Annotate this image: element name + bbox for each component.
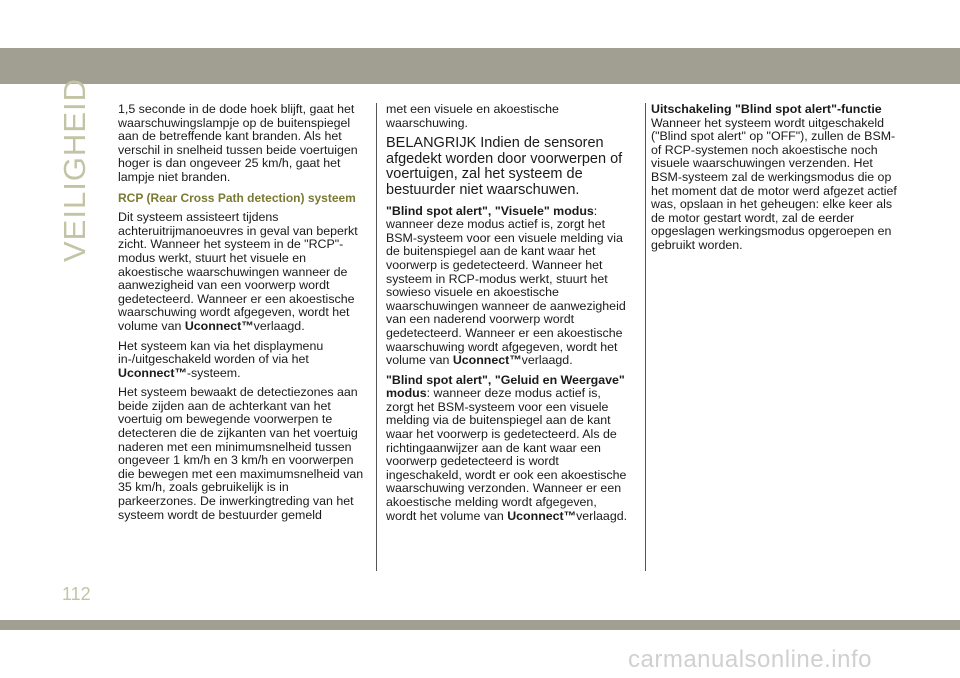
footer-band [0, 620, 960, 630]
section-heading: RCP (Rear Cross Path detection) systeem [118, 190, 356, 205]
paragraph: Dit systeem assisteert tijdens achteruitrijmanoeuvres in geval van beperkt zicht. Wanneer het systeem in de "RCP"-modus werkt, stuurt het visuele en akoestische waarschuwingen wanneer de aanwezigheid van een voorwerp wordt gedetecteerd. Wanneer er een akoestische waarschuwing wordt afgegeven, wordt het volume van Uconnect™verlaagd. [118, 210, 358, 333]
column-3 [651, 103, 901, 259]
paragraph: "Blind spot alert", "Visuele" modus: wanneer deze modus actief is, zorgt het BSM-systeem voor een visuele melding via de buitenspiegel aan de kant waar het voorwerp is gedetecteerd. Wanneer het systeem in RCP-modus werkt, stuurt het sowieso visuele en akoestische waarschuwingen wanneer de aanwezigheid van een naderend voorwerp wordt gedetecteerd. Wanneer er een akoestische waarschuwing wordt afgegeven, wordt het volume van Uconnect™verlaagd. [386, 203, 626, 368]
column-2 [386, 103, 630, 529]
watermark: carmanualsonline.info [628, 646, 872, 673]
page-number: 112 [62, 584, 91, 604]
section-tab [56, 78, 94, 262]
column-divider [645, 103, 646, 571]
column-1 [118, 103, 364, 528]
section-heading: Uitschakeling "Blind spot alert"-functie [651, 102, 882, 116]
column-divider [376, 103, 377, 571]
important-note: BELANGRIJK Indien de sensoren afgedekt worden door voorwerpen of voertuigen, zal het systeem de bestuurder niet waarschuwen. [386, 135, 623, 198]
header-band [0, 48, 960, 84]
paragraph: Wanneer het systeem wordt uitgeschakeld ("Blind spot alert" op "OFF"), zullen de BSM- of RCP-systemen noch akoestische noch visuele waarschuwingen verzenden. Het BSM-systeem zal de werkingsmodus die op het moment dat de motor werd afgezet actief was, opslaan in het geheugen: elke keer als de motor gestart wordt, zal de eerder opgeslagen werkingsmodus opgeroepen en gebruikt worden. [651, 115, 897, 252]
paragraph: Het systeem kan via het displaymenu in-/uitgeschakeld worden of via het Uconnect™-systeem. [118, 338, 324, 380]
paragraph: "Blind spot alert", "Geluid en Weergave" modus: wanneer deze modus actief is, zorgt het BSM-systeem voor een visuele melding via de buitenspiegel aan de kant waar het voorwerp is gedetecteerd. Als de richtingaanwijzer aan de kant waar een voorwerp gedetecteerd is wordt ingeschakeld, wordt er ook een akoestische waarschuwing verzonden. Wanneer er een akoestische melding wordt afgegeven, wordt het volume van Uconnect™verlaagd. [386, 372, 628, 523]
paragraph: Het systeem bewaakt de detectiezones aan beide zijden aan de achterkant van het voertuig om bewegende voorwerpen te detecteren die de zijkanten van het voertuig naderen met een minimumsnelheid tussen ongeveer 1 km/h en 3 km/h en voorwerpen die bewegen met een maximumsnelheid van 35 km/h, zoals gebruikelijk is in parkeerzones. De inwerkingtreding van het systeem wordt de bestuurder gemeld [118, 385, 364, 522]
paragraph: 1,5 seconde in de dode hoek blijft, gaat het waarschuwingslampje op de buitenspiegel aan de betreffende kant branden. Als het verschil in snelheid tussen beide voertuigen hoger is dan ongeveer 25 km/h, gaat het lampje niet branden. [118, 102, 358, 184]
section-title: VEILIGHEID [57, 78, 92, 262]
paragraph: met een visuele en akoestische waarschuwing. [386, 102, 559, 130]
